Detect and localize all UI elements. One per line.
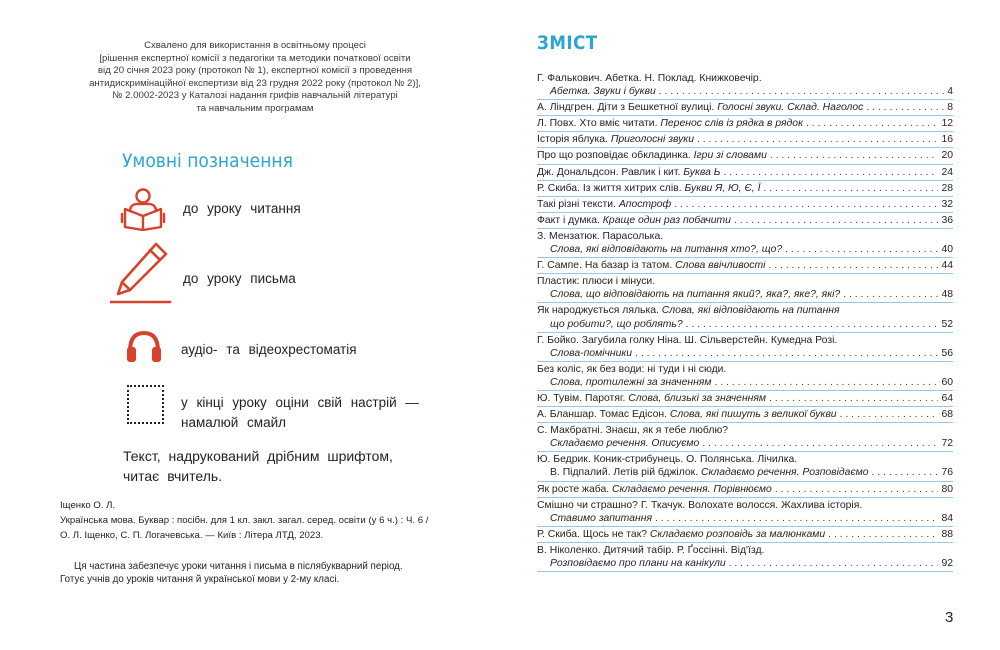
toc-entry-heading <box>537 304 953 317</box>
toc-entry-topic: Слова, близькі за значенням <box>628 392 767 404</box>
toc-entry[interactable] <box>537 71 953 100</box>
toc-entry-text <box>537 117 803 130</box>
toc-leader-dots <box>806 117 938 130</box>
toc-entry-source: Р. Скиба. Щось не так? <box>537 528 650 540</box>
toc-entry[interactable] <box>537 482 953 498</box>
toc-entry-topic: Слова, що відповідають на питання який?, яка?, яке?, які? <box>550 289 841 301</box>
toc-entry-line <box>537 557 953 570</box>
toc-leader-dots <box>785 243 938 256</box>
toc-entry-text <box>550 243 782 256</box>
toc-entry-topic: Слова, які відповідають на питання <box>661 305 840 317</box>
toc-entry-text <box>537 198 671 211</box>
toc-leader-dots <box>714 376 938 389</box>
toc-entry-line <box>537 166 953 179</box>
toc-leader-dots <box>872 466 939 479</box>
legend-mood-label <box>181 393 419 433</box>
toc-entry-topic: Складаємо речення. Розповідаємо <box>700 467 869 479</box>
toc-entry-text <box>550 557 726 570</box>
toc-entry-topic: Слова, які пишуть з великої букви <box>669 409 837 421</box>
toc-entry-line <box>537 182 953 195</box>
toc-leader-dots <box>659 85 944 98</box>
toc-entry-line <box>537 376 953 389</box>
toc-leader-dots <box>702 437 938 450</box>
toc-entry-topic: Апостроф <box>618 198 672 210</box>
toc-entry-line <box>537 288 953 301</box>
toc-entry[interactable] <box>537 258 953 274</box>
toc-entry-source: Ю. Тувім. Паротяг. <box>537 392 629 404</box>
reading-icon <box>120 187 166 231</box>
toc-entry-line <box>537 437 953 450</box>
toc-entry[interactable] <box>537 498 953 527</box>
toc-entry-line <box>537 528 953 541</box>
toc-entry[interactable] <box>537 100 953 116</box>
toc-entry-line <box>537 214 953 227</box>
toc-entry-heading <box>537 544 953 557</box>
toc-page-number: 60 <box>941 376 953 388</box>
toc-page-number: 56 <box>941 347 953 359</box>
toc-entry-source: Дж. Дональдсон. Равлик і кит. <box>537 166 684 178</box>
page-number: 3 <box>945 609 954 626</box>
headphones-icon <box>126 329 162 363</box>
toc-page-number: 64 <box>941 392 953 404</box>
toc-entry-topic: Розповідаємо про плани на канікули <box>550 558 726 569</box>
toc-page-number: 44 <box>941 260 953 272</box>
toc-entry[interactable] <box>537 527 953 543</box>
toc-entry-topic: Приголосні звуки <box>610 134 694 146</box>
toc-page-number: 92 <box>941 558 953 569</box>
toc-entry-text <box>550 288 840 301</box>
mood-square-icon <box>127 385 164 424</box>
toc-entry-topic: Голосні звуки. Склад. Наголос <box>717 102 864 114</box>
legend-audio-label: аудіо- та відеохрестоматія <box>181 342 357 357</box>
toc-entry[interactable] <box>537 543 953 572</box>
toc-entry-line <box>537 117 953 130</box>
toc-entry-topic: Складаємо речення. Описуємо <box>550 438 700 450</box>
approval-stamp-text <box>60 40 450 116</box>
toc-leader-dots <box>828 528 938 541</box>
pencil-icon <box>110 240 172 304</box>
legend-mood-line: намалюй смайл <box>181 415 287 430</box>
toc-page-number: 40 <box>941 244 953 256</box>
toc-entry-source: Смішно чи страшно? Г. Ткачук. Волохате волосся. Жахлива історія. <box>537 499 863 511</box>
toc-entry[interactable] <box>537 165 953 181</box>
toc-entry-line <box>537 149 953 162</box>
toc-leader-dots <box>697 133 938 146</box>
toc-entry-source: Пластик: плюси і мінуси. <box>537 276 656 288</box>
toc-entry-text <box>537 483 772 496</box>
approval-line: та навчальним програмам <box>196 102 314 114</box>
toc-entry[interactable] <box>537 229 953 258</box>
toc-entry[interactable] <box>537 407 953 423</box>
toc-entry-topic: Ставимо запитання <box>550 512 652 524</box>
biblio-line: Українська мова. Буквар : посібн. для 1 кл. закл. загал. серед. освіти (у 6 ч.) : Ч. 6 / <box>60 515 429 526</box>
toc-leader-dots <box>843 288 938 301</box>
annotation-line: Ця частина забезпечує уроки читання і письма в післябукварний період. <box>74 561 403 572</box>
toc-entry-line <box>537 347 953 360</box>
toc-leader-dots <box>775 483 939 496</box>
toc-entry-heading <box>537 275 953 288</box>
toc-entry-topic: Слова ввічливості <box>675 260 766 272</box>
biblio-author: Іщенко О. Л. <box>60 500 116 511</box>
book-annotation <box>60 560 490 586</box>
toc-entry-topic: Ігри зі словами <box>693 150 767 162</box>
toc-entry-text <box>537 392 766 405</box>
toc-entry-text <box>537 182 760 195</box>
toc-leader-dots <box>635 347 938 360</box>
approval-line: від 20 січня 2023 року (протокол № 1), експертної комісії з проведення <box>97 65 413 77</box>
toc-entry-heading <box>537 499 953 512</box>
toc-leader-dots <box>655 512 938 525</box>
toc-entry[interactable] <box>537 452 953 481</box>
small-print-line: Текст, надрукований дрібним шрифтом, <box>123 448 393 464</box>
toc-leader-dots <box>686 318 939 331</box>
toc-title: ЗМІСТ <box>537 33 598 54</box>
toc-leader-dots <box>734 214 938 227</box>
toc-entry-source: Ю. Бедрик. Коник-стрибунець. О. Полянська. Лічилка. <box>537 454 798 466</box>
toc-entry-source: Як росте жаба. <box>537 483 612 495</box>
toc-entry-text <box>537 214 731 227</box>
toc-entry-heading <box>537 72 953 85</box>
toc-leader-dots <box>769 392 938 405</box>
toc-page-number: 32 <box>941 198 953 210</box>
toc-entry-source: Факт і думка. <box>537 214 603 226</box>
toc-entry-line <box>537 85 953 98</box>
toc-entry[interactable] <box>537 303 953 332</box>
toc-entry-text <box>537 408 837 421</box>
toc-entry-text <box>550 466 869 479</box>
toc-entry-source: А. Ліндгрен. Діти з Бешкетної вулиці. <box>537 102 718 114</box>
legend-mood-line: у кінці уроку оціни свій настрій — <box>181 395 419 410</box>
toc-entry-line <box>537 512 953 525</box>
toc-entry-text <box>550 512 652 525</box>
approval-line: антидискримінаційної експертизи від 23 грудня 2022 року (протокол № 2)], <box>89 77 421 89</box>
toc-page-number: 72 <box>941 438 953 450</box>
toc-page-number: 76 <box>941 467 953 479</box>
toc-entry-line <box>537 259 953 272</box>
toc-entry-source: Історія яблука. <box>537 134 611 146</box>
toc-leader-dots <box>770 149 939 162</box>
approval-line: Схвалено для використання в освітньому процесі <box>144 40 366 51</box>
toc-entry-source: В. Ніколенко. Дитячий табір. Р. Ґоссінні. Від'їзд. <box>537 544 765 556</box>
toc-leader-dots <box>674 198 938 211</box>
toc-entry-line <box>537 198 953 211</box>
toc-entry-source: Г. Сампе. На базар із татом. <box>537 260 676 272</box>
small-print-line: читає вчитель. <box>123 468 223 484</box>
toc-entry[interactable] <box>537 116 953 132</box>
toc-entry-heading <box>537 334 953 347</box>
toc-page-number: 36 <box>941 214 953 226</box>
toc-leader-dots <box>724 166 939 179</box>
toc-entry-text <box>550 318 683 331</box>
small-print-note <box>123 446 393 486</box>
toc-entry[interactable] <box>537 148 953 164</box>
toc-entry-line <box>537 318 953 331</box>
toc-entry[interactable] <box>537 333 953 362</box>
toc-entry-line <box>537 243 953 256</box>
toc-entry-topic: Краще один раз побачити <box>602 214 731 226</box>
toc-page-number: 52 <box>941 318 953 330</box>
toc-leader-dots <box>763 182 938 195</box>
toc-entry[interactable] <box>537 274 953 303</box>
toc-entry[interactable] <box>537 132 953 148</box>
toc-entry-topic: Букви Я, Ю, Є, Ї <box>684 182 761 194</box>
toc-page-number: 8 <box>947 102 953 114</box>
toc-entry[interactable] <box>537 213 953 229</box>
toc-leader-dots <box>866 101 944 114</box>
toc-entry-text <box>537 149 767 162</box>
toc-entry-source: В. Підпалий. Летів рій бджілок. <box>550 467 701 479</box>
toc-entry-line <box>537 101 953 114</box>
toc-entry-source: Р. Скиба. Із життя хитрих слів. <box>537 182 685 194</box>
toc-entry-text <box>537 259 765 272</box>
approval-line: [рішення експертної комісії з педагогіки та методики початкової освіти <box>99 52 411 64</box>
toc-page-number: 68 <box>941 409 953 421</box>
bibliographic-record <box>60 498 480 543</box>
toc-entry-topic: Абетка. Звуки і букви <box>550 86 656 98</box>
toc-entry-heading <box>537 363 953 376</box>
legend-title: Умовні позначення <box>122 150 293 172</box>
toc-entry-text <box>537 101 863 114</box>
toc-entry-topic: Складаємо речення. Порівнюємо <box>612 483 772 495</box>
toc-entry-text <box>537 528 825 541</box>
toc-entry-line <box>537 392 953 405</box>
toc-entry-topic: Перенос слів із рядка в рядок <box>660 118 803 130</box>
toc-entry-source: Про що розповідає обкладинка. <box>537 150 694 162</box>
toc-entry-line <box>537 408 953 421</box>
toc-page-number: 12 <box>941 118 953 130</box>
legend-reading-label: до уроку читання <box>183 201 301 216</box>
toc-entry-topic: Слова-помічники <box>550 347 633 359</box>
toc-page-number: 48 <box>941 289 953 301</box>
toc-entry-source: Як народжується лялька. <box>537 305 662 317</box>
toc-entry-topic: що робити?, що роблять? <box>550 318 683 330</box>
toc-entry-heading <box>537 230 953 243</box>
toc-leader-dots <box>768 259 938 272</box>
toc-page-number: 24 <box>941 166 953 178</box>
toc-entry-text <box>537 133 694 146</box>
toc-page-number: 4 <box>947 86 953 98</box>
toc-entry-text <box>550 376 711 389</box>
toc-entry-text <box>537 166 721 179</box>
toc-leader-dots <box>840 408 939 421</box>
toc-entry-topic: Слова, протилежні за значенням <box>550 376 712 388</box>
toc-entry-topic: Слова, які відповідають на питання хто?, що? <box>550 244 783 256</box>
toc-leader-dots <box>729 557 939 570</box>
toc-entry-line <box>537 483 953 496</box>
toc-entry-line <box>537 466 953 479</box>
toc-entry[interactable] <box>537 391 953 407</box>
toc-page-number: 84 <box>941 512 953 524</box>
toc-entry-source: Без коліс, як без води: ні туди і ні сюди. <box>537 363 727 375</box>
toc-page-number: 88 <box>941 528 953 540</box>
toc-entry-text <box>550 85 656 98</box>
toc-entry[interactable] <box>537 197 953 213</box>
toc-page-number: 28 <box>941 182 953 194</box>
toc-entry-source: А. Бланшар. Томас Едісон. <box>537 409 670 421</box>
biblio-line: О. Л. Іщенко, С. П. Логачевська. — Київ : Літера ЛТД, 2023. <box>60 530 324 541</box>
table-of-contents <box>537 71 953 572</box>
annotation-line: Готує учнів до уроків читання й української мови у 2-му класі. <box>60 574 340 585</box>
toc-entry-topic: Буква Ь <box>683 166 721 178</box>
toc-entry-source: Такі різні тексти. <box>537 198 619 210</box>
toc-page-number: 16 <box>941 134 953 146</box>
toc-entry-topic: Складаємо розповідь за малюнками <box>649 528 826 540</box>
toc-entry-source: Л. Повх. Хто вміє читати. <box>537 118 661 130</box>
toc-entry[interactable] <box>537 423 953 452</box>
toc-entry-source: Г. Фалькович. Абетка. Н. Поклад. Книжковечір. <box>537 73 762 84</box>
toc-entry-text <box>550 347 632 360</box>
toc-entry[interactable] <box>537 362 953 391</box>
toc-entry-line <box>537 133 953 146</box>
toc-entry-text <box>550 437 699 450</box>
approval-line: № 2.0002-2023 у Каталозі надання грифів навчальній літературі <box>112 90 398 102</box>
toc-entry-source: С. Макбратні. Знаєш, як я тебе люблю? <box>537 425 729 437</box>
toc-entry-source: З. Мензатюк. Парасолька. <box>537 230 664 242</box>
toc-entry-heading <box>537 424 953 437</box>
toc-entry-source: Г. Бойко. Загубила голку Ніна. Ш. Сільверстейн. Кумедна Розі. <box>537 334 838 346</box>
toc-entry-heading <box>537 453 953 466</box>
toc-entry[interactable] <box>537 181 953 197</box>
toc-page-number: 80 <box>941 483 953 495</box>
legend-writing-label: до уроку письма <box>183 271 296 286</box>
toc-page-number: 20 <box>941 150 953 162</box>
